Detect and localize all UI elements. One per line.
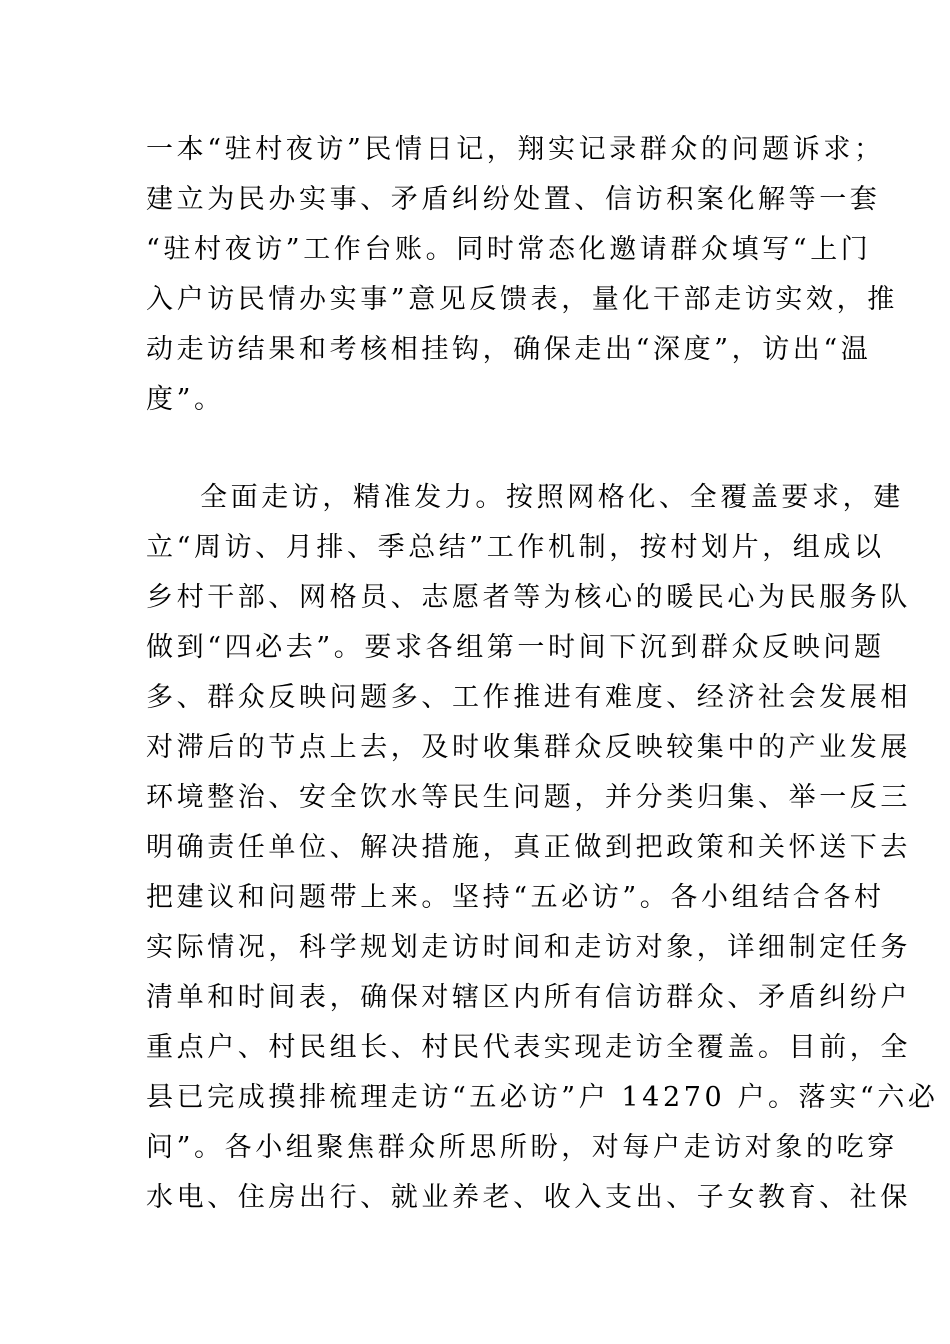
- text-line: 县已完成摸排梳理走访“五必访”户 14270 户。落实“六必: [146, 1082, 939, 1113]
- text-line: 实际情况，科学规划走访时间和走访对象，详细制定任务: [146, 932, 911, 963]
- text-line: 问”。各小组聚焦群众所思所盼，对每户走访对象的吃穿: [146, 1132, 898, 1163]
- text-line: 全面走访，精准发力。按照网格化、全覆盖要求，建: [200, 482, 904, 513]
- text-line: 重点户、村民组长、村民代表实现走访全覆盖。目前，全: [146, 1032, 911, 1063]
- text-line: 入户访民情办实事”意见反馈表，量化干部走访实效，推: [146, 284, 898, 315]
- text-line: 度”。: [146, 384, 225, 415]
- text-line: 清单和时间表，确保对辖区内所有信访群众、矛盾纠纷户: [146, 982, 911, 1013]
- text-line: 明确责任单位、解决措施，真正做到把政策和关怀送下去: [146, 832, 911, 863]
- text-line: 一本“驻村夜访”民情日记，翔实记录群众的问题诉求；: [146, 134, 885, 165]
- text-line: 水电、住房出行、就业养老、收入支出、子女教育、社保: [146, 1182, 911, 1213]
- text-line: 多、群众反映问题多、工作推进有难度、经济社会发展相: [146, 682, 911, 713]
- text-line: 乡村干部、网格员、志愿者等为核心的暖民心为民服务队: [146, 582, 911, 613]
- text-line: 对滞后的节点上去，及时收集群众反映较集中的产业发展: [146, 732, 911, 763]
- text-line: 立“周访、月排、季总结”工作机制，按村划片，组成以: [146, 532, 885, 563]
- text-line: “驻村夜访”工作台账。同时常态化邀请群众填写“上门: [146, 234, 872, 265]
- text-line: 做到“四必去”。要求各组第一时间下沉到群众反映问题: [146, 632, 885, 663]
- text-line: 环境整治、安全饮水等民生问题，并分类归集、举一反三: [146, 782, 911, 813]
- text-line: 把建议和问题带上来。坚持“五必访”。各小组结合各村: [146, 882, 885, 913]
- text-line: 动走访结果和考核相挂钩，确保走出“深度”，访出“温: [146, 334, 872, 365]
- text-line: 建立为民办实事、矛盾纠纷处置、信访积案化解等一套: [146, 184, 881, 215]
